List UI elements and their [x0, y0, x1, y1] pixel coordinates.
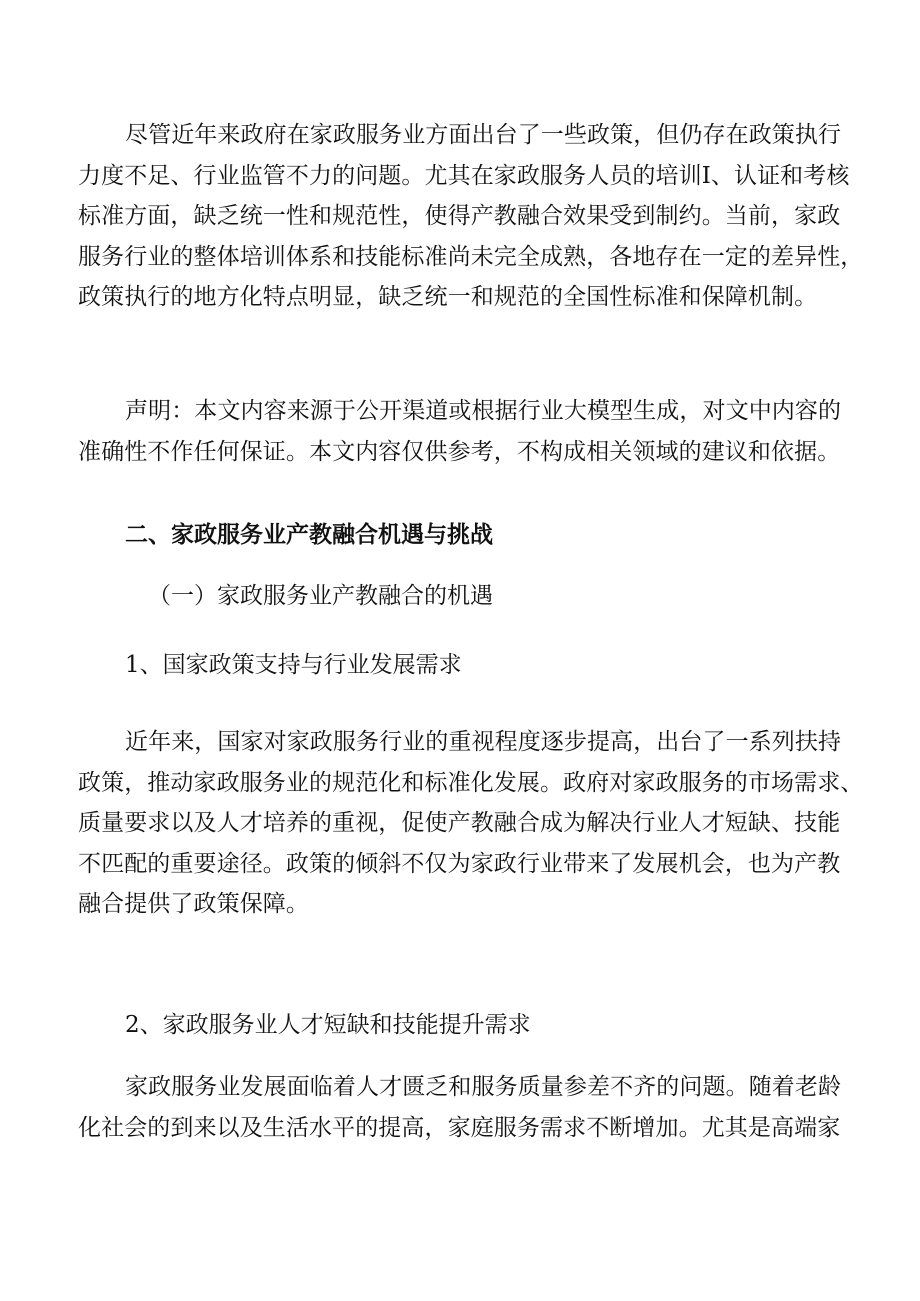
paragraph-line: 不匹配的重要途径。政策的倾斜不仅为家政行业带来了发展机会，也为产教 [78, 850, 841, 877]
subsection-heading: （一）家政服务业产教融合的机遇 [148, 583, 493, 609]
paragraph-policy-support [78, 722, 864, 925]
paragraph-line: 标准方面，缺乏统一性和规范性，使得产教融合效果受到制约。当前，家政 [78, 203, 841, 229]
paragraph-policy-issues [78, 115, 864, 318]
item-heading-policy-support: 1、国家政策支持与行业发展需求 [125, 652, 462, 678]
paragraph-line: 融合提供了政策保障。 [78, 891, 309, 917]
paragraph-talent-shortage [78, 1067, 844, 1148]
paragraph-line: 政策，推动家政服务业的规范化和标准化发展。政府对家政服务的市场需求、 [78, 769, 864, 796]
disclaimer-paragraph [78, 391, 844, 472]
paragraph-line: 服务行业的整体培训体系和技能标准尚未完全成熟，各地存在一定的差异性， [78, 243, 864, 270]
paragraph-line: 政策执行的地方化特点明显，缺乏统一和规范的全国性标准和保障机制。 [78, 284, 818, 310]
item-heading-talent-shortage: 2、家政服务业人才短缺和技能提升需求 [125, 1012, 531, 1038]
paragraph-line: 家政服务业发展面临着人才匮乏和服务质量参差不齐的问题。随着老龄 [125, 1074, 842, 1100]
disclaimer-line: 准确性不作任何保证。本文内容仅供参考，不构成相关领域的建议和依据。 [78, 438, 841, 465]
paragraph-line: 近年来，国家对家政服务行业的重视程度逐步提高，出台了一系列扶持 [125, 729, 842, 755]
paragraph-line: 力度不足、行业监管不力的问题。尤其在家政服务人员的培训I、认证和考核 [78, 162, 850, 189]
paragraph-line: 尽管近年来政府在家政服务业方面出台了一些政策，但仍存在政策执行 [125, 122, 842, 148]
section-heading: 二、家政服务业产教融合机遇与挑战 [125, 521, 493, 548]
paragraph-line: 质量要求以及人才培养的重视，促使产教融合成为解决行业人才短缺、技能 [78, 810, 841, 836]
paragraph-line: 化社会的到来以及生活水平的提高，家庭服务需求不断增加。尤其是高端家 [78, 1114, 841, 1141]
disclaimer-line: 声明：本文内容来源于公开渠道或根据行业大模型生成，对文中内容的 [125, 398, 842, 424]
